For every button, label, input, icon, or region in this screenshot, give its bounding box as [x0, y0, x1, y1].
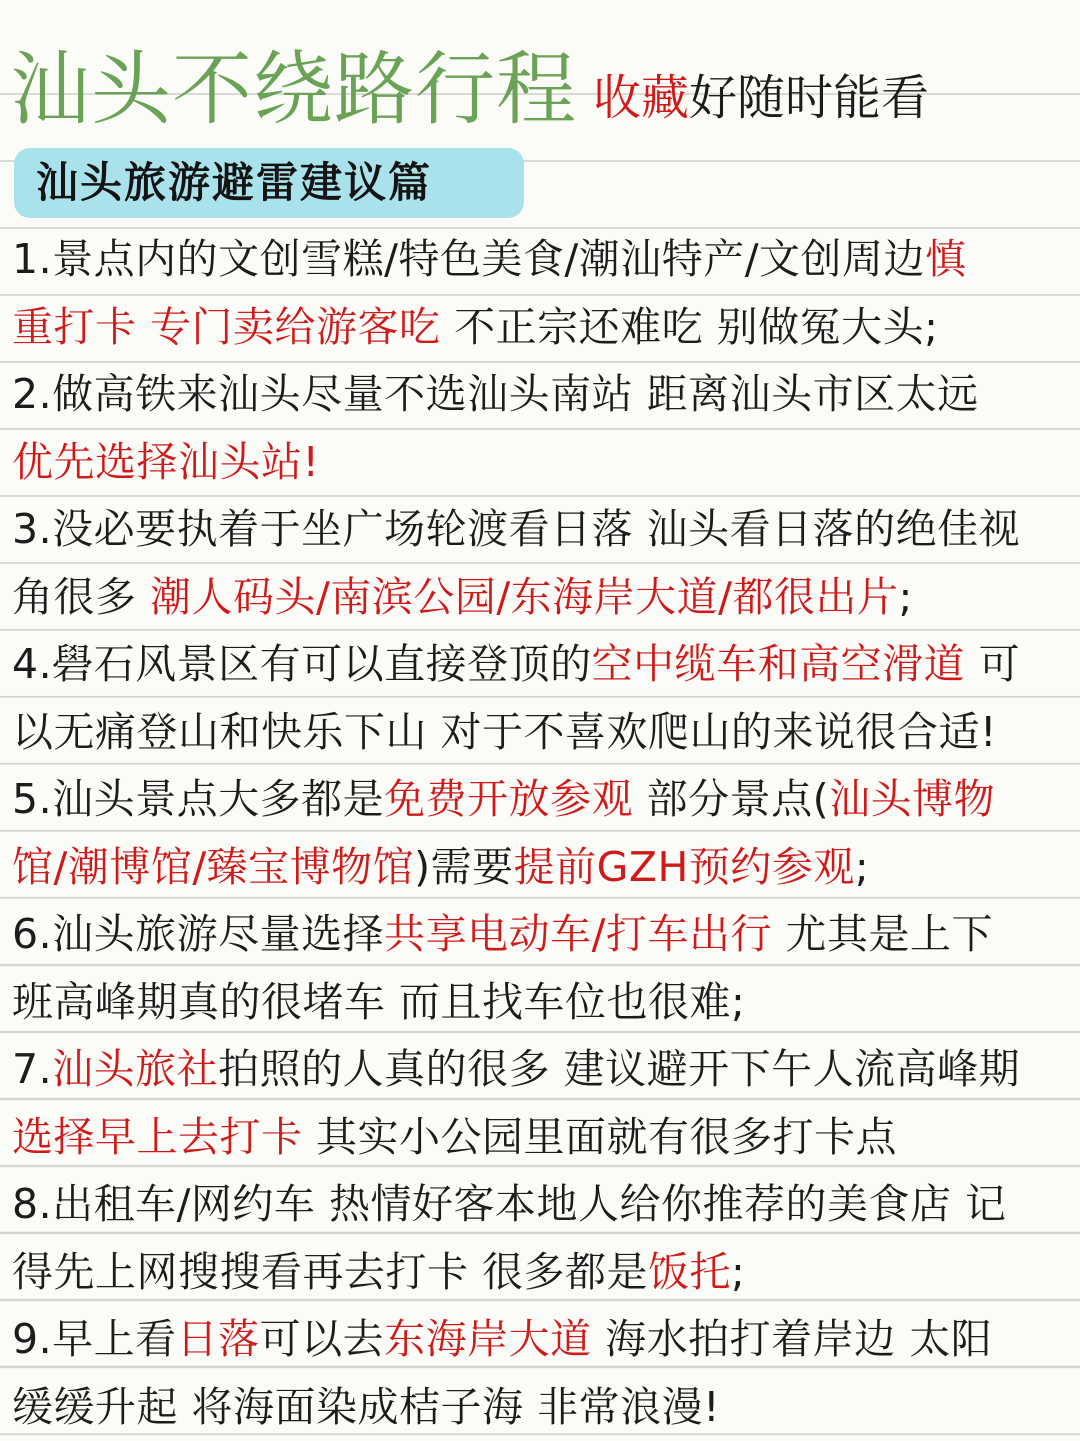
tip-item-5 [12, 766, 1072, 901]
tip-line [12, 1171, 1072, 1239]
tip-text: 2.做高铁来汕头尽量不选汕头南站 距离汕头市区太远 [12, 370, 979, 418]
tip-item-4 [12, 631, 1072, 766]
tip-highlight-text: 潮人码头/南滨公园/东海岸大道/都很出片 [150, 573, 898, 621]
tip-line [12, 1104, 1072, 1172]
tip-line [12, 969, 1072, 1037]
tip-text: )需要 [414, 843, 514, 891]
tip-highlight-text: 汕头旅社 [52, 1045, 218, 1093]
tip-line [12, 766, 1072, 834]
tip-item-3 [12, 496, 1072, 631]
tip-text: 得先上网搜搜看再去打卡 很多都是 [12, 1248, 648, 1296]
tip-text: ; [899, 573, 913, 621]
tip-text: 尤其是上下 [772, 910, 993, 958]
tip-line [12, 564, 1072, 632]
tip-text: 9.早上看 [12, 1315, 177, 1363]
tip-highlight-text: 重打卡 专门卖给游客吃 [12, 303, 441, 351]
tip-text: 班高峰期真的很堵车 而且找车位也很难; [12, 978, 745, 1026]
tip-text: 1.景点内的文创雪糕/特色美食/潮汕特产/文创周边 [12, 235, 925, 283]
tip-line [12, 901, 1072, 969]
tips-list [12, 226, 1072, 1441]
tip-highlight-text: 共享电动车/打车出行 [384, 910, 772, 958]
tip-highlight-text: 馆/潮博馆/臻宝博物馆 [12, 843, 414, 891]
tip-highlight-text: 优先选择汕头站! [12, 438, 319, 486]
tip-line [12, 699, 1072, 767]
tip-text: 7. [12, 1045, 52, 1093]
tip-line [12, 226, 1072, 294]
tip-item-9 [12, 1306, 1072, 1441]
tip-item-6 [12, 901, 1072, 1036]
page-title: 汕头不绕路行程 [10, 40, 577, 140]
tip-text: 可以去 [260, 1315, 385, 1363]
tip-line [12, 294, 1072, 362]
tagline [593, 56, 929, 140]
tip-item-8 [12, 1171, 1072, 1306]
tip-text: 可 [965, 640, 1020, 688]
tip-line [12, 496, 1072, 564]
tip-item-2 [12, 361, 1072, 496]
subtitle-badge: 汕头旅游避雷建议篇 [14, 148, 524, 218]
tagline-rest: 好随时能看 [689, 70, 929, 126]
tip-item-1 [12, 226, 1072, 361]
tip-text: 其实小公园里面就有很多打卡点 [303, 1113, 898, 1161]
tip-line [12, 1239, 1072, 1307]
tip-highlight-text: 饭托 [648, 1248, 731, 1296]
tip-text: 角很多 [12, 573, 150, 621]
tip-line [12, 834, 1072, 902]
tip-highlight-text: 慎 [925, 235, 967, 283]
tip-highlight-text: 东海岸大道 [384, 1315, 592, 1363]
tip-text: 3.没必要执着于坐广场轮渡看日落 汕头看日落的绝佳视 [12, 505, 1020, 553]
header [10, 28, 1070, 140]
tip-text: ; [731, 1248, 745, 1296]
tip-text: 6.汕头旅游尽量选择 [12, 910, 384, 958]
tip-line [12, 1036, 1072, 1104]
tip-line [12, 361, 1072, 429]
tip-highlight-text: 汕头博物 [829, 775, 995, 823]
tip-highlight-text: 提前GZH预约参观 [514, 843, 855, 891]
tip-line [12, 1306, 1072, 1374]
tip-text: 缓缓升起 将海面染成桔子海 非常浪漫! [12, 1383, 720, 1431]
tip-text: 5.汕头景点大多都是 [12, 775, 384, 823]
tip-line [12, 631, 1072, 699]
tip-text: 不正宗还难吃 别做冤大头; [441, 303, 939, 351]
tip-text: ; [855, 843, 869, 891]
tip-highlight-text: 选择早上去打卡 [12, 1113, 303, 1161]
tip-text: 海水拍打着岸边 太阳 [592, 1315, 993, 1363]
tip-line [12, 1374, 1072, 1441]
tip-text: 8.出租车/网约车 热情好客本地人给你推荐的美食店 记 [12, 1180, 1007, 1228]
tagline-highlight: 收藏 [593, 70, 689, 126]
tip-highlight-text: 空中缆车和高空滑道 [592, 640, 966, 688]
tip-text: 部分景点( [633, 775, 829, 823]
tip-highlight-text: 日落 [177, 1315, 260, 1363]
tip-text: 4.礐石风景区有可以直接登顶的 [12, 640, 592, 688]
tip-line [12, 429, 1072, 497]
tip-item-7 [12, 1036, 1072, 1171]
tip-highlight-text: 免费开放参观 [384, 775, 633, 823]
tip-text: 以无痛登山和快乐下山 对于不喜欢爬山的来说很合适! [12, 708, 997, 756]
tip-text: 拍照的人真的很多 建议避开下午人流高峰期 [218, 1045, 1020, 1093]
